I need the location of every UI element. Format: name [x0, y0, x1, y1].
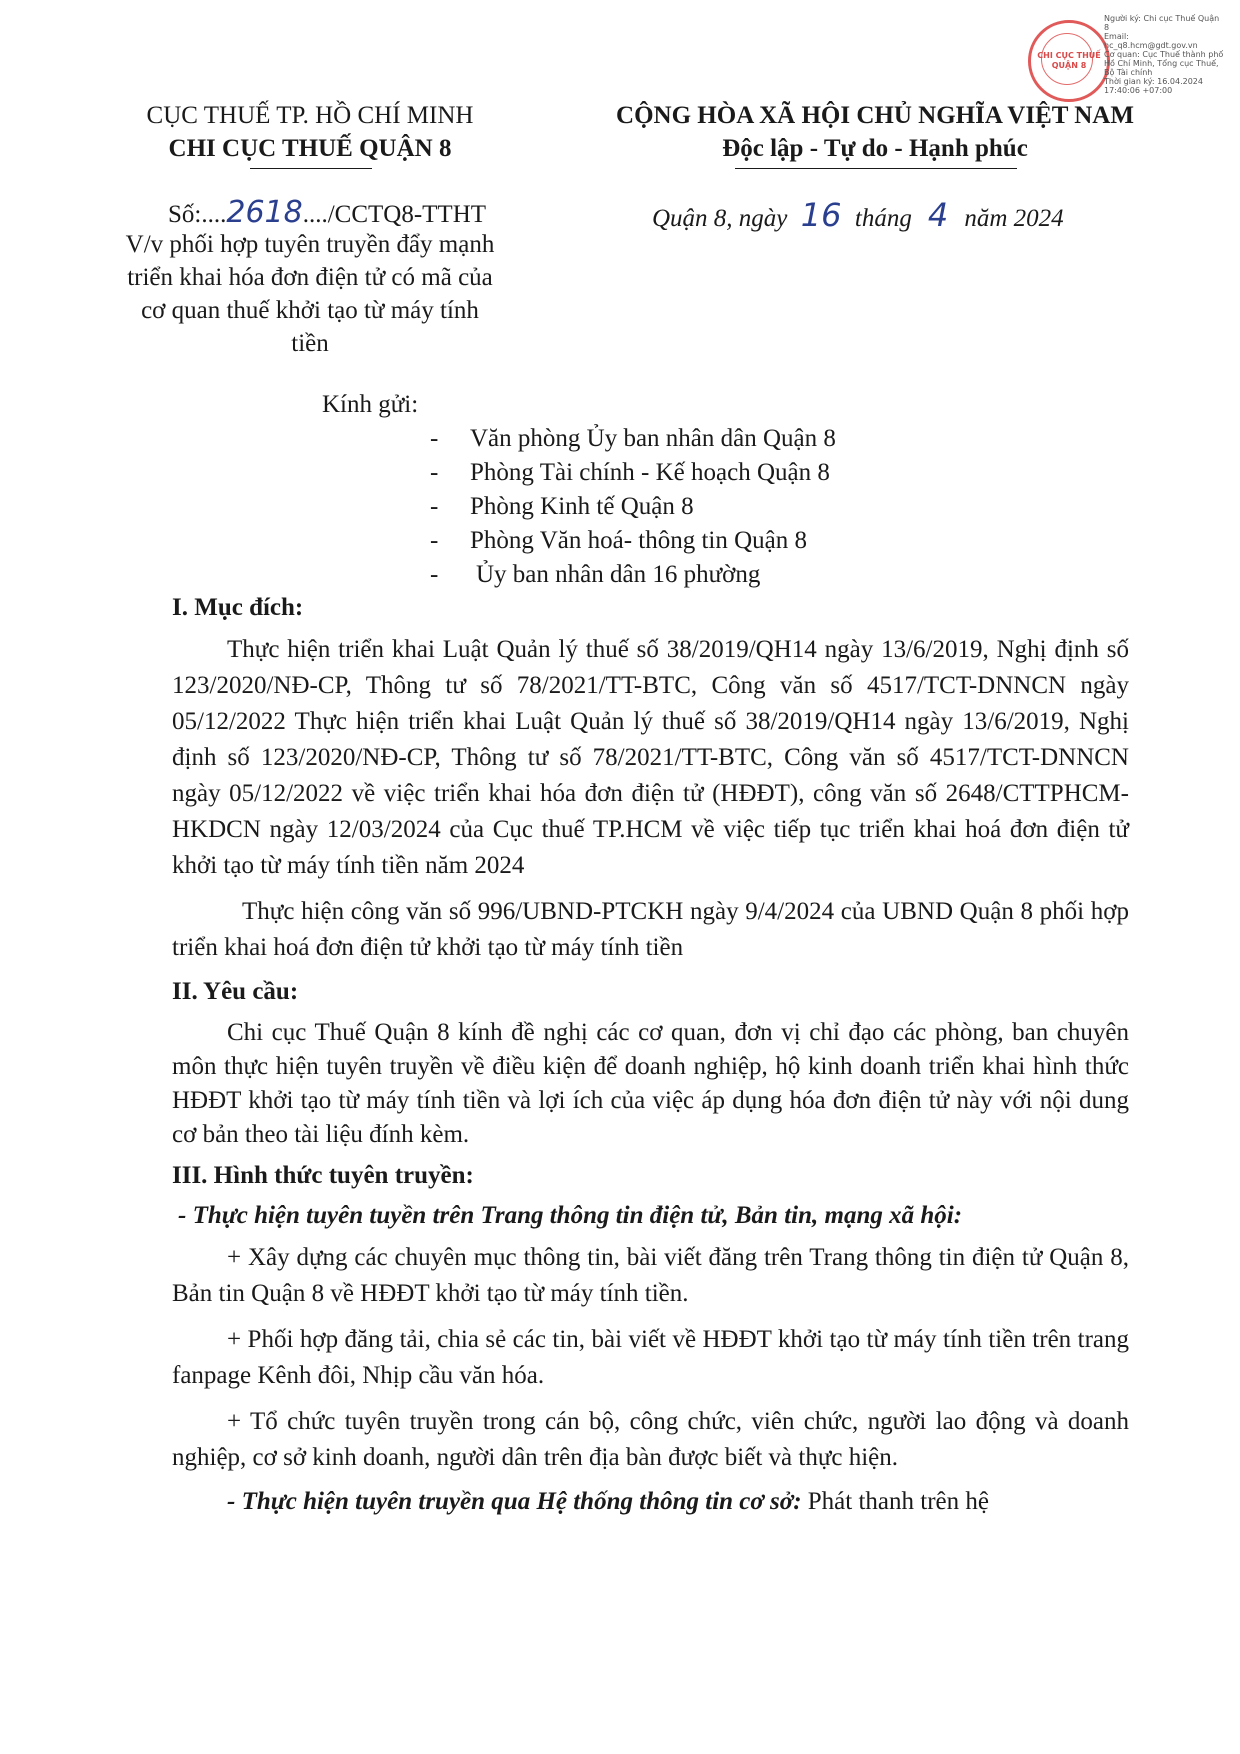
recipients-label: Kính gửi:: [322, 391, 419, 418]
bullet-paragraph: + Phối hợp đăng tải, chia sẻ các tin, bài viết về HĐĐT khởi tạo từ máy tính tiền trên trang fanpage Kênh đôi, Nhịp cầu văn hóa.: [172, 1326, 1129, 1389]
subsection-local-info-text: Phát thanh trên hệ: [807, 1488, 989, 1515]
agency-underline: [250, 168, 372, 169]
nation-title: CỘNG HÒA XÃ HỘI CHỦ NGHĨA VIỆT NAM: [616, 102, 1134, 129]
doc-number-dots: ....: [201, 201, 227, 228]
subsection-local-info: [172, 1484, 1129, 1520]
subject-line: triển khai hóa đơn điện tử có mã của: [127, 264, 493, 291]
subsection-online: - Thực hiện tuyên tuyền trên Trang thông tin điện tử, Bản tin, mạng xã hội:: [178, 1202, 963, 1229]
document-body: [172, 590, 1129, 1520]
official-stamp: [1028, 20, 1110, 102]
paragraph: Chi cục Thuế Quận 8 kính đề nghị các cơ quan, đơn vị chỉ đạo các phòng, ban chuyên môn thực hiện tuyên truyền về điều kiện để doanh nghiệp, hộ kinh doanh triển khai hình thức HĐĐT khởi tạo từ máy tính tiền và lợi ích của việc áp dụng hóa đơn điện tử này với nội dung cơ bản theo tài liệu đính kèm.: [172, 1019, 1129, 1148]
signer-line: Email: hc_q8.hcm@gdt.gov.vn: [1104, 32, 1198, 50]
section-heading-purpose: I. Mục đích:: [172, 594, 304, 621]
subject-line: V/v phối hợp tuyên truyền đẩy mạnh: [125, 231, 495, 258]
date-prefix: Quận 8, ngày: [652, 205, 788, 232]
doc-number-prefix: Số:: [168, 201, 202, 228]
bullet-paragraph: + Xây dựng các chuyên mục thông tin, bài viết đăng trên Trang thông tin điện tử Quận 8, Bản tin Quận 8 về HĐĐT khởi tạo từ máy tính tiền.: [172, 1244, 1129, 1307]
recipients-list: - Văn phòng Ủy ban nhân dân Quận 8 - Phòng Tài chính - Kế hoạch Quận 8 - Phòng Kinh tế Quận 8 - Phòng Văn hoá- thông tin Quận 8 - Ủy ban nhân dân 16 phường: [430, 425, 836, 588]
paragraph: Thực hiện công văn số 996/UBND-PTCKH ngày 9/4/2024 của UBND Quận 8 phối hợp triển khai hoá đơn điện tử khởi tạo từ máy tính tiền: [172, 898, 1129, 961]
section-heading-requirements: II. Yêu cầu:: [172, 978, 299, 1005]
doc-number: [168, 196, 486, 232]
agency-parent: CỤC THUẾ TP. HỒ CHÍ MINH: [146, 102, 474, 129]
signer-line: Thời gian ký: 16.04.2024 17:40:06 +07:00: [1104, 77, 1203, 95]
signer-line: Cơ quan: Cục Thuế thành phố Hồ Chí Minh, Tổng cục Thuế, Bộ Tài chính: [1104, 50, 1224, 77]
motto: Độc lập - Tự do - Hạnh phúc: [722, 135, 1028, 162]
stamp-text: CHI CỤC THUẾ QUẬN 8: [1037, 51, 1101, 70]
section-heading-methods: III. Hình thức tuyên truyền:: [172, 1162, 474, 1189]
agency-name: CHI CỤC THUẾ QUẬN 8: [168, 135, 452, 162]
paragraph: Thực hiện triển khai Luật Quản lý thuế số 38/2019/QH14 ngày 13/6/2019, Nghị định số 123/2020/NĐ-CP, Thông tư số 78/2021/TT-BTC, Công văn số 4517/TCT-DNNCN ngày 05/12/2022 Thực hiện triển khai Luật Quản lý thuế số 38/2019/QH14 ngày 13/6/2019, Nghị định số 123/2020/NĐ-CP, Thông tư số 78/2021/TT-BTC, Công văn số 4517/TCT-DNNCN ngày 05/12/2022 về việc triển khai hóa đơn điện tử (HĐĐT), công văn số 2648/CTTPHCM-HKDCN ngày 12/03/2024 của Cục thuế TP.HCM về việc tiếp tục triển khai hoá đơn điện tử khởi tạo từ máy tính tiền năm 2024: [172, 636, 1129, 879]
bullet-paragraph: + Tổ chức tuyên truyền trong cán bộ, công chức, viên chức, người lao động và doanh nghiệp, cơ sở kinh doanh, người dân trên địa bàn được biết và thực hiện.: [172, 1408, 1129, 1471]
date-month-handwritten: 4: [927, 196, 949, 234]
date-month-label: tháng: [854, 205, 912, 232]
motto-underline: [735, 168, 1017, 169]
issue-date: [652, 198, 1064, 236]
doc-number-suffix: ..../CCTQ8-TTHT: [302, 201, 487, 228]
subject-line: cơ quan thuế khởi tạo từ máy tính: [141, 297, 479, 324]
digital-signature-info: [1104, 14, 1224, 95]
date-day-handwritten: 16: [800, 196, 842, 234]
doc-number-handwritten: 2618: [226, 195, 303, 230]
subject: [110, 228, 510, 360]
signer-line: Người ký: Chi cục Thuế Quận 8: [1104, 14, 1220, 32]
subsection-local-info-title: - Thực hiện tuyên truyền qua Hệ thống thông tin cơ sở:: [227, 1488, 802, 1515]
date-year: năm 2024: [964, 205, 1064, 232]
subject-line: tiền: [291, 330, 329, 357]
